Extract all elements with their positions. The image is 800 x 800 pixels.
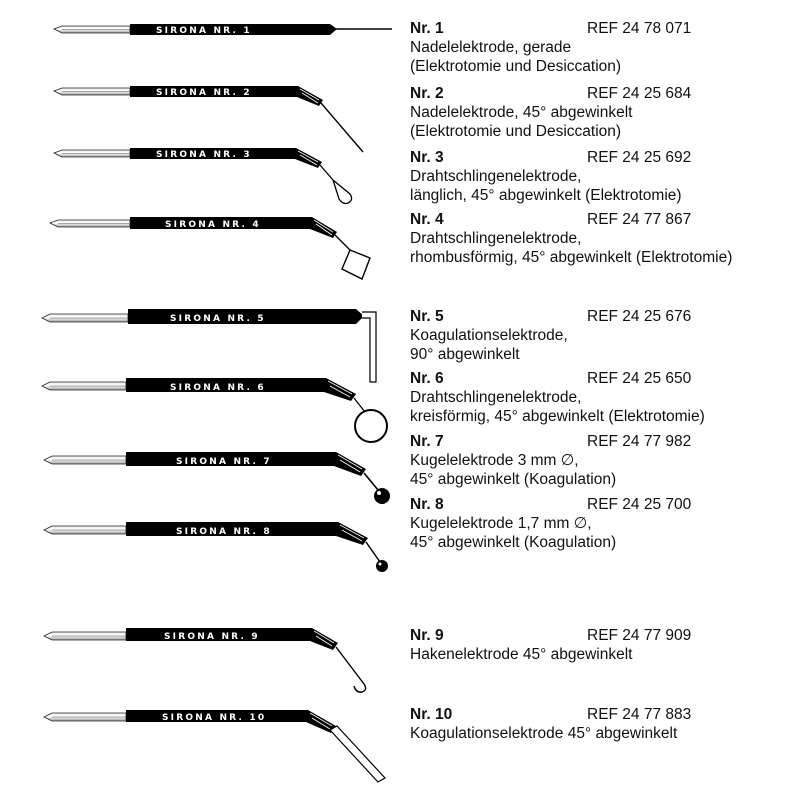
- electrode-6-label: SIRONA NR. 6: [170, 383, 266, 393]
- ref-number: REF 24 25 684: [587, 85, 692, 102]
- electrode-3-label: SIRONA NR. 3: [156, 150, 252, 160]
- description-line: (Elektrotomie und Desiccation): [410, 58, 622, 75]
- entry-number: Nr. 4: [410, 211, 444, 228]
- electrode-entry-3: [410, 148, 795, 205]
- electrode-entry-4: [410, 210, 795, 267]
- description-line: Drahtschlingenelektrode,: [410, 389, 582, 406]
- description-line: rhombusförmig, 45° abgewinkelt (Elektrotomie): [410, 249, 733, 266]
- description-line: Nadelelektrode, 45° abgewinkelt: [410, 104, 633, 121]
- electrode-6-illustration: [42, 378, 387, 442]
- electrode-entry-6: [410, 369, 795, 426]
- description-line: Drahtschlingenelektrode,: [410, 168, 582, 185]
- electrode-7-label: SIRONA NR. 7: [176, 457, 272, 467]
- ref-number: REF 24 77 982: [587, 433, 692, 450]
- electrode-1-illustration: [54, 24, 392, 36]
- entry-number: Nr. 5: [410, 308, 444, 325]
- electrode-entry-1: [410, 19, 795, 76]
- ref-number: REF 24 25 692: [587, 149, 692, 166]
- electrode-entry-8: [410, 495, 795, 552]
- ref-number: REF 24 25 700: [587, 496, 692, 513]
- electrode-2-label: SIRONA NR. 2: [156, 88, 252, 98]
- electrode-10-label: SIRONA NR. 10: [162, 713, 267, 723]
- entry-number: Nr. 8: [410, 496, 444, 513]
- electrode-5-label: SIRONA NR. 5: [170, 314, 266, 324]
- description-line: Kugelelektrode 1,7 mm ∅,: [410, 515, 592, 532]
- electrode-2-illustration: [54, 86, 363, 152]
- electrode-8-illustration: [44, 522, 388, 572]
- entry-number: Nr. 7: [410, 433, 444, 450]
- electrode-entry-9: [410, 626, 795, 664]
- entry-number: Nr. 3: [410, 149, 444, 166]
- electrode-5-illustration: [42, 309, 376, 382]
- electrode-8-label: SIRONA NR. 8: [176, 527, 272, 537]
- electrode-9-label: SIRONA NR. 9: [164, 632, 260, 642]
- description-line: 45° abgewinkelt (Koagulation): [410, 534, 617, 551]
- description-line: länglich, 45° abgewinkelt (Elektrotomie): [410, 187, 682, 204]
- electrode-4-label: SIRONA NR. 4: [165, 220, 261, 230]
- electrode-9-illustration: [44, 628, 366, 692]
- description-line: kreisförmig, 45° abgewinkelt (Elektrotomie): [410, 408, 705, 425]
- electrode-7-illustration: [44, 452, 390, 504]
- description-line: Drahtschlingenelektrode,: [410, 230, 582, 247]
- electrode-3-illustration: [54, 148, 352, 204]
- entry-number: Nr. 1: [410, 20, 444, 37]
- description-line: Hakenelektrode 45° abgewinkelt: [410, 646, 633, 663]
- description-line: Koagulationselektrode,: [410, 327, 568, 344]
- electrode-entry-10: [410, 705, 795, 743]
- electrode-10-illustration: [44, 710, 385, 782]
- description-line: Koagulationselektrode 45° abgewinkelt: [410, 725, 678, 742]
- ref-number: REF 24 25 676: [587, 308, 692, 325]
- ref-number: REF 24 25 650: [587, 370, 692, 387]
- entry-number: Nr. 9: [410, 627, 444, 644]
- entry-number: Nr. 6: [410, 370, 444, 387]
- electrode-entry-7: [410, 432, 795, 489]
- ref-number: REF 24 78 071: [587, 20, 692, 37]
- ref-number: REF 24 77 909: [587, 627, 692, 644]
- ref-number: REF 24 77 867: [587, 211, 692, 228]
- ref-number: REF 24 77 883: [587, 706, 692, 723]
- description-line: Nadelelektrode, gerade: [410, 39, 572, 56]
- electrode-entry-5: [410, 307, 795, 364]
- description-line: 90° abgewinkelt: [410, 346, 520, 363]
- electrode-4-illustration: [50, 217, 370, 279]
- electrode-1-label: SIRONA NR. 1: [156, 26, 252, 36]
- description-line: 45° abgewinkelt (Koagulation): [410, 471, 617, 488]
- entry-number: Nr. 10: [410, 706, 453, 723]
- electrode-entry-2: [410, 84, 795, 141]
- entry-number: Nr. 2: [410, 85, 444, 102]
- description-line: (Elektrotomie und Desiccation): [410, 123, 622, 140]
- description-line: Kugelelektrode 3 mm ∅,: [410, 452, 579, 469]
